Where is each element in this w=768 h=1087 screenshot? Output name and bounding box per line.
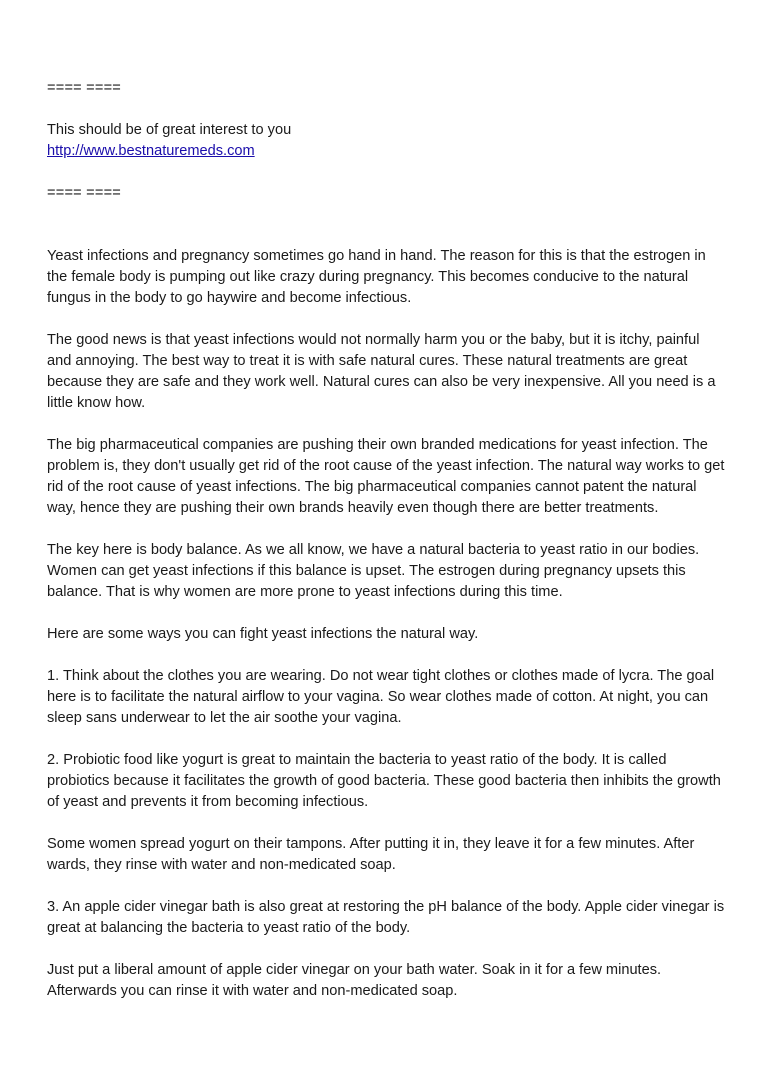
separator-top: ==== ==== bbox=[47, 80, 122, 96]
paragraph: The big pharmaceutical companies are pushing their own branded medications for yeast infection. The problem is, they don't usually get rid of the root cause of the yeast infection. The natural way works to get rid of the root cause of yeast infections. The big pharmaceutical companies cannot patent the natural way, hence they are pushing their own brands heavily even though there are better treatments. bbox=[47, 437, 725, 516]
intro-block bbox=[47, 120, 727, 162]
list-item-probiotics: 2. Probiotic food like yogurt is great to maintain the bacteria to yeast ratio of the body. It is called probiotics because it facilitates the growth of good bacteria. These good bacteria then inhibits the growth of yeast and prevents it from becoming infectious. bbox=[47, 752, 721, 810]
paragraph: Yeast infections and pregnancy sometimes go hand in hand. The reason for this is that the estrogen in the female body is pumping out like crazy during pregnancy. This becomes conducive to the natural fungus in the body to go haywire and become infectious. bbox=[47, 248, 706, 306]
list-item-vinegar: 3. An apple cider vinegar bath is also great at restoring the pH balance of the body. Apple cider vinegar is great at balancing the bacteria to yeast ratio of the body. bbox=[47, 899, 725, 936]
spacer bbox=[47, 225, 727, 246]
document-body bbox=[47, 78, 727, 1023]
paragraph: The good news is that yeast infections would not normally harm you or the baby, but it is itchy, painful and annoying. The best way to treat it is with safe natural cures. These natural treatments are great because they are safe and they work well. Natural cures can also be very inexpensive. All you need is a little know how. bbox=[47, 332, 716, 411]
paragraph: The key here is body balance. As we all know, we have a natural bacteria to yeast ratio in our bodies. Women can get yeast infections if this balance is upset. The estrogen during pregnancy upsets this balance. That is why women are more prone to yeast infections during this time. bbox=[47, 542, 700, 600]
paragraph: Some women spread yogurt on their tampons. After putting it in, they leave it for a few minutes. After wards, they rinse with water and non-medicated soap. bbox=[47, 836, 695, 873]
paragraph: Just put a liberal amount of apple cider vinegar on your bath water. Soak in it for a few minutes. Afterwards you can rinse it with water and non-medicated soap. bbox=[47, 962, 662, 999]
separator-bottom: ==== ==== bbox=[47, 185, 122, 201]
intro-line: This should be of great interest to you bbox=[47, 122, 292, 138]
list-item-clothes: 1. Think about the clothes you are wearing. Do not wear tight clothes or clothes made of lycra. The goal here is to facilitate the natural airflow to your vagina. So wear clothes made of cotton. At night, you can sleep sans underwear to let the air soothe your vagina. bbox=[47, 668, 715, 726]
paragraph: Here are some ways you can fight yeast infections the natural way. bbox=[47, 626, 479, 642]
website-link[interactable]: http://www.bestnaturemeds.com bbox=[47, 143, 255, 159]
